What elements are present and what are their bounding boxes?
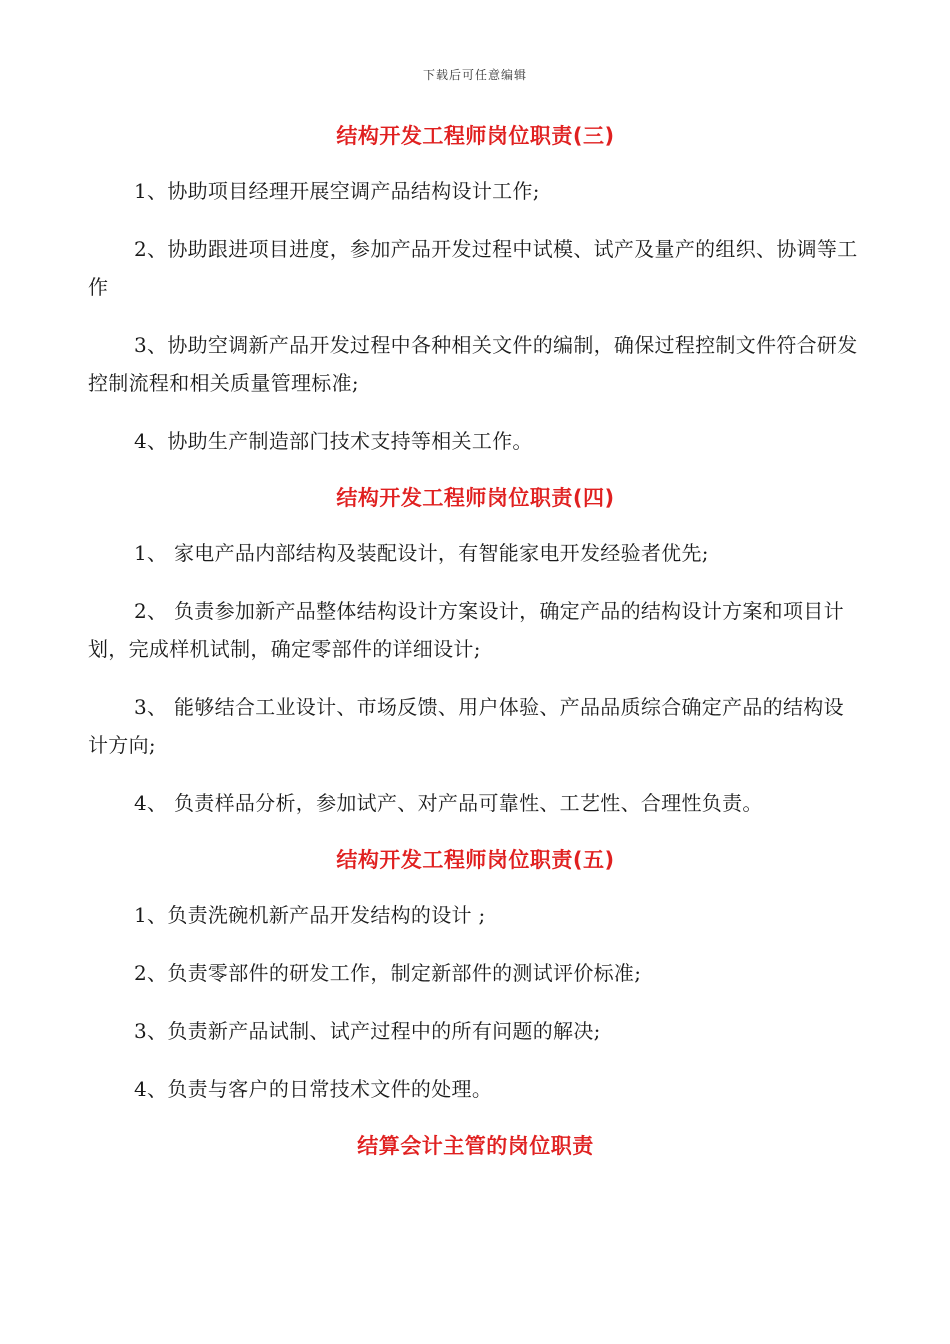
list-item: 3、 能够结合工业设计、市场反馈、用户体验、产品品质综合确定产品的结构设计方向; [88,695,844,757]
list-item: 4、 负责样品分析，参加试产、对产品可靠性、工艺性、合理性负责。 [134,791,763,815]
list-item: 1、协助项目经理开展空调产品结构设计工作; [134,179,540,203]
list-item: 3、协助空调新产品开发过程中各种相关文件的编制，确保过程控制文件符合研发控制流程和相关质量管理标准; [88,333,858,395]
section-3 [88,118,863,460]
section-title: 结构开发工程师岗位职责(四) [336,486,615,510]
header-note: 下载后可任意编辑 [422,68,527,82]
section-title: 结构开发工程师岗位职责(五) [336,848,615,872]
list-item: 1、负责洗碗机新产品开发结构的设计 ; [134,903,486,927]
list-item: 2、 负责参加新产品整体结构设计方案设计，确定产品的结构设计方案和项目计划，完成样机试制，确定零部件的详细设计; [88,599,844,661]
document-body [88,118,863,1182]
list-item: 4、协助生产制造部门技术支持等相关工作。 [134,429,533,453]
list-item: 2、负责零部件的研发工作，制定新部件的测试评价标准; [134,961,642,985]
section-accounting [88,1128,863,1164]
section-4 [88,480,863,822]
section-title: 结构开发工程师岗位职责(三) [336,124,615,148]
list-item: 2、协助跟进项目进度，参加产品开发过程中试模、试产及量产的组织、协调等工作 [88,237,858,299]
section-5 [88,842,863,1108]
list-item: 1、 家电产品内部结构及装配设计，有智能家电开发经验者优先; [134,541,709,565]
list-item: 4、负责与客户的日常技术文件的处理。 [134,1077,493,1101]
section-title: 结算会计主管的岗位职责 [357,1134,594,1158]
list-item: 3、负责新产品试制、试产过程中的所有问题的解决; [134,1019,601,1043]
